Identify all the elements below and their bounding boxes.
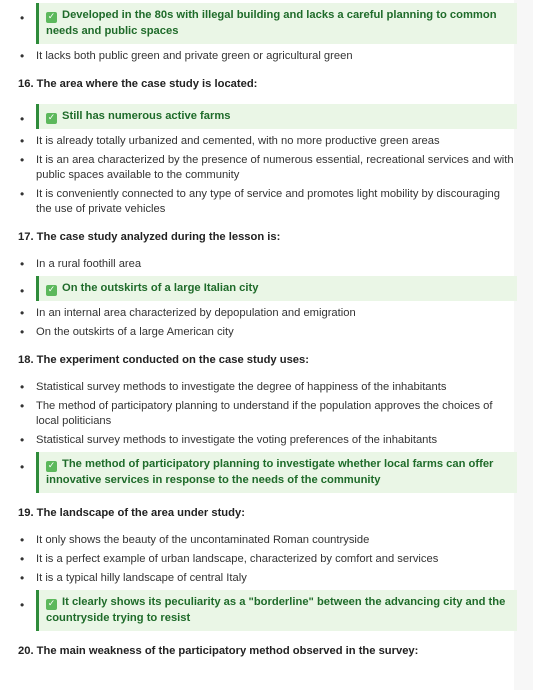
answer-option bbox=[18, 380, 517, 395]
bullet-icon: • bbox=[20, 598, 25, 612]
checkmark-icon: ✓ bbox=[47, 113, 56, 123]
answer-option-text: It is a perfect example of urban landscape, characterized by comfort and services bbox=[36, 553, 439, 565]
correct-answer bbox=[18, 276, 517, 301]
answer-option-text: In a rural foothill area bbox=[36, 258, 142, 270]
bullet-icon: • bbox=[20, 187, 25, 201]
answer-option bbox=[18, 134, 517, 149]
answer-option bbox=[18, 533, 517, 548]
q17-answer-list bbox=[18, 257, 517, 340]
bullet-icon: • bbox=[20, 571, 25, 585]
answer-option-text: It is an area characterized by the presence of numerous essential, recreational services and with public spaces available to the community bbox=[36, 154, 514, 181]
bullet-icon: • bbox=[20, 153, 25, 167]
correct-answer-text: The method of participatory planning to investigate whether local farms can offer innovative services in response to the needs of the community bbox=[46, 458, 494, 486]
answer-option bbox=[18, 433, 517, 448]
bullet-icon: • bbox=[20, 284, 25, 298]
checkmark-icon: ✓ bbox=[47, 285, 56, 295]
bullet-icon: • bbox=[20, 433, 25, 447]
bullet-icon: • bbox=[20, 325, 25, 339]
bullet-icon: • bbox=[20, 112, 25, 126]
correct-answer-text: Still has numerous active farms bbox=[62, 110, 231, 122]
bullet-icon: • bbox=[20, 134, 25, 148]
correct-answer bbox=[18, 3, 517, 44]
bullet-icon: • bbox=[20, 460, 25, 474]
q18-answer-list bbox=[18, 380, 517, 493]
question-17-title: 17. The case study analyzed during the lesson is: bbox=[18, 231, 281, 243]
correct-answer-text: On the outskirts of a large Italian city bbox=[62, 282, 259, 294]
answer-option-text: Statistical survey methods to investigate the degree of happiness of the inhabitants bbox=[36, 381, 447, 393]
q15-answer-list bbox=[18, 3, 517, 64]
answer-option bbox=[18, 325, 517, 340]
answer-option bbox=[18, 257, 517, 272]
answer-option-text: It is already totally urbanized and cemented, with no more productive green areas bbox=[36, 135, 440, 147]
answer-option-text: The method of participatory planning to understand if the population approves the choices of local politicians bbox=[36, 400, 493, 427]
answer-option-text: In an internal area characterized by depopulation and emigration bbox=[36, 307, 356, 319]
bullet-icon: • bbox=[20, 257, 25, 271]
bullet-icon: • bbox=[20, 306, 25, 320]
bullet-icon: • bbox=[20, 533, 25, 547]
q16-answer-list bbox=[18, 104, 517, 217]
checkmark-icon: ✓ bbox=[47, 12, 56, 22]
correct-answer bbox=[18, 590, 517, 631]
checkmark-icon: ✓ bbox=[47, 599, 56, 609]
answer-option-text: On the outskirts of a large American city bbox=[36, 326, 234, 338]
question-20-title: 20. The main weakness of the participatory method observed in the survey: bbox=[18, 645, 419, 657]
q19-answer-list bbox=[18, 533, 517, 631]
answer-option-text: It is conveniently connected to any type of service and promotes light mobility by discouraging the use of private vehicles bbox=[36, 188, 500, 215]
checkmark-icon: ✓ bbox=[47, 461, 56, 471]
answer-option-text: It lacks both public green and private green or agricultural green bbox=[36, 50, 353, 62]
answer-option bbox=[18, 552, 517, 567]
correct-answer-text: It clearly shows its peculiarity as a "borderline" between the advancing city and the countryside trying to resist bbox=[46, 596, 506, 624]
bullet-icon: • bbox=[20, 11, 25, 25]
correct-answer bbox=[18, 452, 517, 493]
correct-answer-text: Developed in the 80s with illegal building and lacks a careful planning to common needs and public spaces bbox=[46, 9, 497, 37]
question-16-title: 16. The area where the case study is located: bbox=[18, 78, 258, 90]
bullet-icon: • bbox=[20, 399, 25, 413]
question-18-title: 18. The experiment conducted on the case study uses: bbox=[18, 354, 309, 366]
answer-option bbox=[18, 306, 517, 321]
bullet-icon: • bbox=[20, 552, 25, 566]
answer-option-text: Statistical survey methods to investigate the voting preferences of the inhabitants bbox=[36, 434, 438, 446]
bullet-icon: • bbox=[20, 380, 25, 394]
answer-option bbox=[18, 187, 517, 217]
answer-option bbox=[18, 153, 517, 183]
answer-option bbox=[18, 571, 517, 586]
answer-option bbox=[18, 49, 517, 64]
answer-option bbox=[18, 399, 517, 429]
correct-answer bbox=[18, 104, 517, 129]
answer-option-text: It is a typical hilly landscape of central Italy bbox=[36, 572, 247, 584]
bullet-icon: • bbox=[20, 49, 25, 63]
question-19-title: 19. The landscape of the area under study: bbox=[18, 507, 245, 519]
answer-option-text: It only shows the beauty of the uncontaminated Roman countryside bbox=[36, 534, 370, 546]
